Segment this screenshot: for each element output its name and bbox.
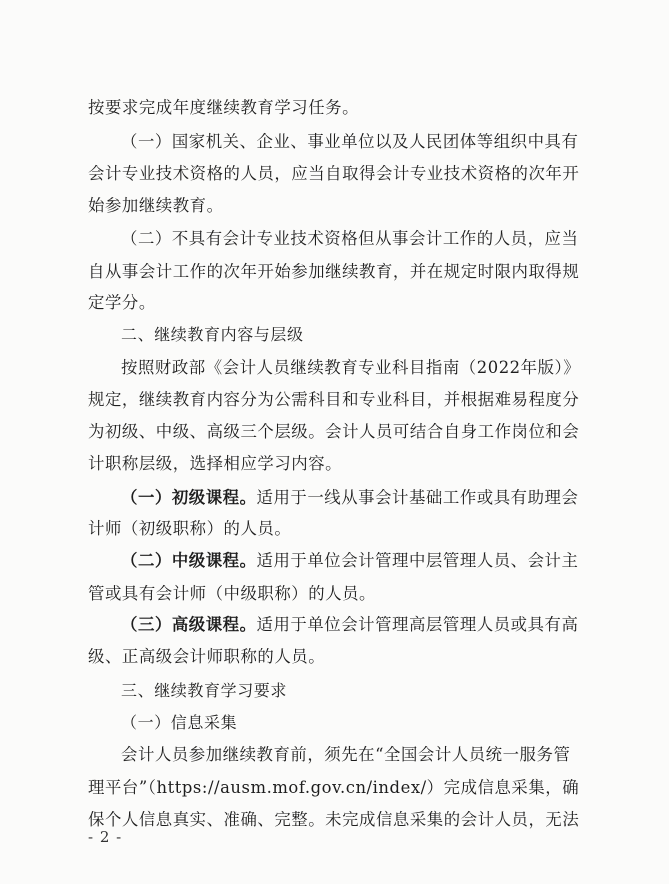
text-line: 会计人员参加继续教育前，须先在“全国会计人员统一服务管 (121, 745, 571, 764)
text-line: 自从事会计工作的次年开始参加继续教育，并在规定时限内取得规 (88, 262, 580, 281)
text-line: （一）初级课程。适用于一线从事会计基础工作或具有助理会 (121, 488, 579, 507)
text-line: 按要求完成年度继续教育学习任务。 (88, 98, 360, 117)
course-label: （一）初级课程。 (121, 488, 257, 507)
text-line: （二）不具有会计专业技术资格但从事会计工作的人员，应当 (121, 229, 579, 248)
course-label: （三）高级课程。 (121, 615, 257, 634)
text-line: 定学分。 (88, 293, 156, 312)
text-line: （一）国家机关、企业、事业单位以及人民团体等组织中具有 (121, 132, 579, 151)
section-heading: 二、继续教育内容与层级 (121, 325, 304, 344)
page-number: - 2 - (88, 828, 123, 846)
text-line: 计职称层级，选择相应学习内容。 (88, 454, 343, 473)
text-line: 按照财政部《会计人员继续教育专业科目指南（2022年版）》 (121, 358, 581, 377)
text-line: 保个人信息真实、准确、完整。未完成信息采集的会计人员，无法 (88, 810, 580, 829)
subsection-heading: （一）信息采集 (121, 713, 238, 732)
text-line: 级、正高级会计师职称的人员。 (88, 647, 326, 666)
course-label: （二）中级课程。 (121, 551, 257, 570)
text-line: 始参加继续教育。 (88, 196, 224, 215)
text-line: 为初级、中级、高级三个层级。会计人员可结合自身工作岗位和会 (88, 422, 580, 441)
text-line: （三）高级课程。适用于单位会计管理高层管理人员或具有高 (121, 615, 579, 634)
section-heading: 三、继续教育学习要求 (121, 681, 288, 700)
text-line: 规定，继续教育内容分为公需科目和专业科目，并根据难易程度分 (88, 390, 580, 409)
text-line: 计师（初级职称）的人员。 (88, 519, 292, 538)
text-line: 管或具有会计师（中级职称）的人员。 (88, 584, 376, 603)
text-line: 理平台”（https://ausm.mof.gov.cn/index/）完成信息采集，确 (88, 778, 580, 797)
text-line: （二）中级课程。适用于单位会计管理中层管理人员、会计主 (121, 551, 579, 570)
text-line: 会计专业技术资格的人员，应当自取得会计专业技术资格的次年开 (88, 164, 580, 183)
